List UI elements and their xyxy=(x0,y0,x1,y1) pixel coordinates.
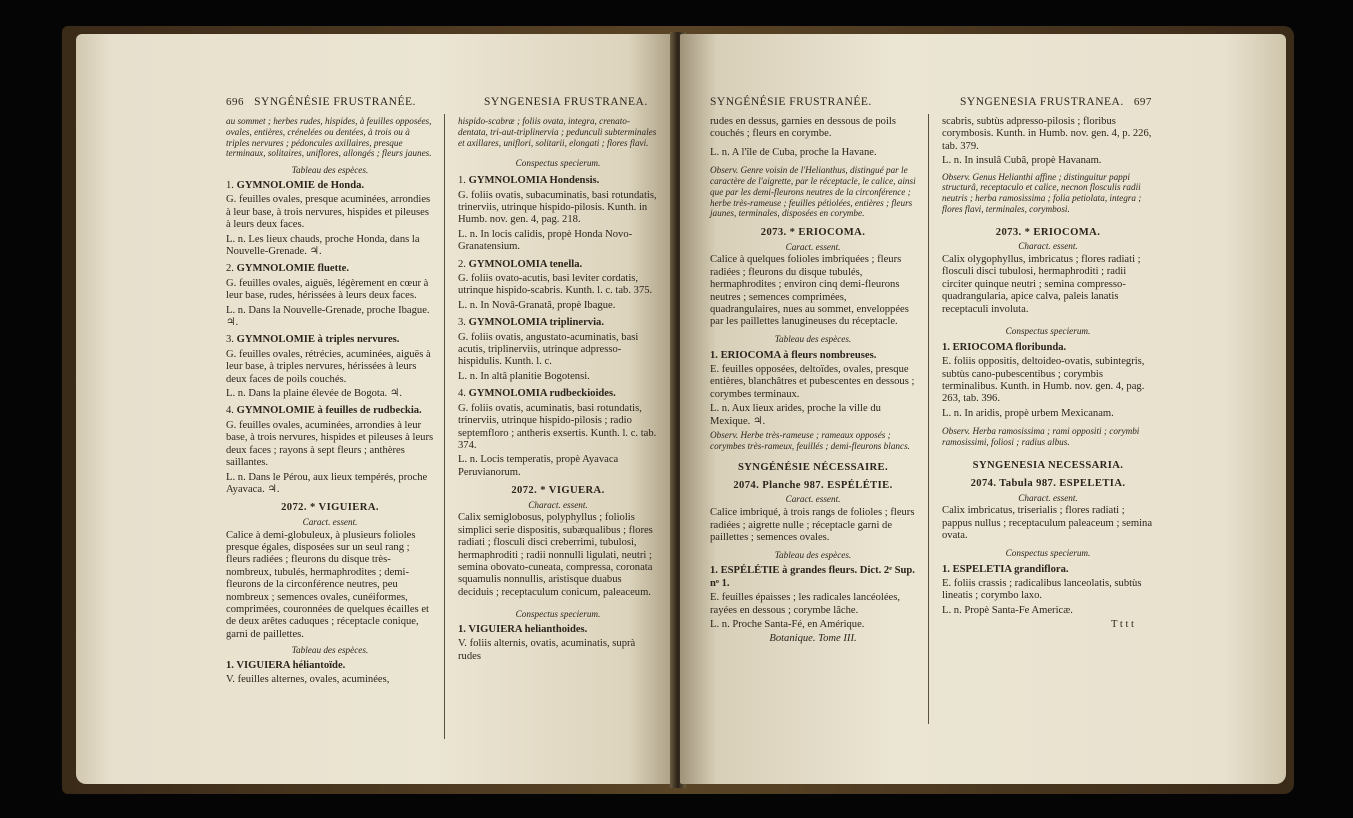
right-french-column xyxy=(710,116,916,648)
genus-heading: 2073. * ERIOCOMA. xyxy=(995,226,1101,238)
table-title: Conspectus specierum. xyxy=(515,609,601,620)
genus-heading: 2074. Planche 987. ESPÉLÉTIE. xyxy=(733,480,893,492)
species-name: 1. VIGUIERA helianthoides. xyxy=(458,623,588,635)
species-desc: E. foliis crassis ; radicalibus lanceolatis, subtùs lineatis ; corymbo laxo. xyxy=(942,577,1142,602)
species-name: GYMNOLOMIE à triples nervures. xyxy=(236,334,400,346)
caract-text: Calice imbriqué, à trois rangs de folioles ; fleurs radiées ; aigrette nulle ; réceptacle garni de paillettes ; semences ovales. xyxy=(710,507,915,544)
species-name: GYMNOLOMIA triplinervia. xyxy=(468,317,604,329)
genus-heading: 2073. * ERIOCOMA. xyxy=(760,227,866,239)
running-title-right-fr: SYNGÉNÉSIE FRUSTRANÉE. xyxy=(710,96,872,108)
table-title: Tableau des espèces. xyxy=(291,165,369,176)
intro-text: rudes en dessus, garnies en dessous de poils couchés ; fleurs en corymbe. xyxy=(710,116,896,140)
species-name: GYMNOLOMIE fluette. xyxy=(236,263,350,275)
species-habitat: L. n. Les lieux chauds, proche Honda, dans la Nouvelle-Grenade. ♃. xyxy=(226,233,420,258)
species-habitat: L. n. Propè Santa-Fe Americæ. xyxy=(942,604,1073,616)
column-rule xyxy=(444,114,445,739)
species-desc: G. feuilles ovales, acuminées, arrondies à leur base, à trois nervures, hispides et pileuses à leurs deux faces ; rayons à sept fleurs ; anthères saillantes. xyxy=(226,419,434,469)
caract-label: Caract. essent. xyxy=(785,494,841,505)
species-desc: E. feuilles épaisses ; les radicales lancéolées, rayées en dessous ; corymbe lâche. xyxy=(710,592,901,616)
page-number-right: 697 xyxy=(1133,96,1152,108)
caract-label: Charact. essent. xyxy=(1018,492,1078,503)
species-desc: E. foliis oppositis, deltoideo-ovatis, subintegris, subtùs cano-pubescentibus ; corymbis terminalibus. Kunth. in Humb. nov. gen. 4, pag. 263, tab. 396. xyxy=(942,356,1145,405)
species-entry: 3. GYMNOLOMIA triplinervia. G. foliis ovatis, angustato-acuminatis, basi acutis, triplinerviis, utrinque adpresso-hispidulis. Kunth. l. c. L. n. In altâ planitie Bogotensi. xyxy=(458,317,658,383)
species-desc: G. foliis ovato-acutis, basi leviter cordatis, utrinque hispido-scabris. Kunth. l. c. tab. 375. xyxy=(458,273,653,297)
species-desc: G. feuilles ovales, rétrécies, acuminées, aiguës à leur base, à triples nervures, hérissées à leurs deux faces de poils couchés. xyxy=(226,348,431,385)
species-desc: G. foliis ovatis, acuminatis, basi rotundatis, trinerviis, utrinque hispido-pilosis ; radio septemfloro ; antheris exsertis. Kunth. l. c. tab. 374. xyxy=(458,402,657,451)
page-footer: Botanique. Tome III. xyxy=(769,633,857,645)
species-entry: 1. GYMNOLOMIE de Honda. G. feuilles ovales, presque acuminées, arrondies à leur base, à trois nervures, hispides et pileuses à leurs deux faces. L. n. Les lieux chauds, proche Honda, dans la Nouvelle-Grenade. ♃. xyxy=(226,180,434,258)
species-entry: 3. GYMNOLOMIE à triples nervures. G. feuilles ovales, rétrécies, acuminées, aiguës à leur base, à triples nervures, hérissées à leurs deux faces de poils couchés. L. n. Dans la plaine élevée de Bogota. ♃. xyxy=(226,334,434,400)
book xyxy=(62,26,1294,794)
species-desc: E. feuilles opposées, deltoïdes, ovales, presque entières, blanchâtres et pubescentes en dessous ; corymbes terminaux. xyxy=(710,364,915,400)
species-name: GYMNOLOMIA Hondensis. xyxy=(468,175,600,187)
observation: Observ. Herbe très-rameuse ; rameaux opposés ; corymbes très-rameux, feuillés ; demi-fleurons blancs. xyxy=(710,430,910,451)
observation: Observ. Genus Helianthi affine ; distinguitur pappi structurâ, receptaculo et calice, necnon flosculis radii neutris ; herba ramosissima ; folia petiolata, integra ; flores flavi, terminales, corymbosi. xyxy=(942,171,1142,215)
table-title: Tableau des espèces. xyxy=(774,333,852,344)
species-desc: G. foliis ovatis, subacuminatis, basi rotundatis, trinerviis, utrinque hispido-pilosis. Kunth. in Humb. nov. gen. 4, pag. 218. xyxy=(458,189,657,226)
signature-mark: T t t t xyxy=(1110,619,1134,631)
species-habitat: L. n. Dans le Pérou, aux lieux tempérés, proche Ayavaca. ♃. xyxy=(226,471,428,495)
species-name: 1. ESPELETIA grandiflora. xyxy=(942,563,1069,575)
species-desc: G. foliis ovatis, angustato-acuminatis, basi acutis, triplinerviis, utrinque adpresso-hispidulis. Kunth. l. c. xyxy=(458,331,639,368)
species-name: GYMNOLOMIA tenella. xyxy=(468,258,583,270)
species-habitat: L. n. Dans la plaine élevée de Bogota. ♃. xyxy=(226,388,402,400)
species-desc: V. feuilles alternes, ovales, acuminées, xyxy=(226,674,390,686)
left-page xyxy=(76,34,676,784)
species-entry: 1. GYMNOLOMIA Hondensis. G. foliis ovatis, subacuminatis, basi rotundatis, trinerviis, utrinque hispido-pilosis. Kunth. in Humb. nov. gen. 4, pag. 218. L. n. In locis calidis, propè Honda Novo-Granatensium. xyxy=(458,175,657,253)
species-name: GYMNOLOMIA rudbeckioides. xyxy=(468,388,616,400)
table-title: Conspectus specierum. xyxy=(515,158,601,169)
species-desc: G. feuilles ovales, aiguës, légèrement en cœur à leur base, rudes, hérissées à leurs deux faces. xyxy=(226,277,429,302)
species-entry: 4. GYMNOLOMIE à feuilles de rudbeckia. G. feuilles ovales, acuminées, arrondies à leur base, à trois nervures, hispides et pileuses à leurs deux faces ; rayons à sept fleurs ; anthères saillantes. L. n. Dans le Pérou, aux lieux tempérés, proche Ayavaca. ♃. xyxy=(226,405,434,495)
species-habitat: L. n. In locis calidis, propè Honda Novo-Granatensium. xyxy=(458,228,633,253)
left-french-column xyxy=(226,116,434,689)
species-entry: 4. GYMNOLOMIA rudbeckioides. G. foliis ovatis, acuminatis, basi rotundatis, trinerviis, utrinque hispido-pilosis ; radio septemfloro ; antheris exsertis. Kunth. l. c. tab. 374. L. n. Locis temperatis, propè Ayavaca Peruvianorum. xyxy=(458,388,657,478)
table-title: Tableau des espèces. xyxy=(291,645,369,656)
species-habitat: L. n. In altâ planitie Bogotensi. xyxy=(458,370,590,382)
species-habitat: L. n. Aux lieux arides, proche la ville du Mexique. ♃. xyxy=(710,403,881,427)
species-habitat: L. n. A l'île de Cuba, proche la Havane. xyxy=(710,146,877,158)
species-habitat: L. n. In Novâ-Granatâ, propè Ibague. xyxy=(458,299,616,311)
column-rule xyxy=(928,114,929,724)
genus-heading: 2074. Tabula 987. ESPELETIA. xyxy=(970,478,1126,490)
page-number-left: 696 xyxy=(226,96,244,108)
species-name: 1. ERIOCOMA à fleurs nombreuses. xyxy=(710,349,877,361)
species-desc: G. feuilles ovales, presque acuminées, arrondies à leur base, à trois nervures, hispides et pileuses à leurs deux faces. xyxy=(226,194,431,231)
caract-text: Calix imbricatus, triserialis ; flores radiati ; pappus nullus ; receptaculum paleaceum ; semina ovata. xyxy=(942,505,1153,542)
running-title-left-la: SYNGENESIA FRUSTRANEA. xyxy=(484,96,648,108)
table-title: Conspectus specierum. xyxy=(1005,547,1091,558)
intro-text: au sommet ; herbes rudes, hispides, à feuilles opposées, ovales, entières, crénelées ou dentées, à trois ou à triples nervures ; pédoncules axillaires, presque terminaux, solitaires, uniflores, allongés ; fleurs jaunes. xyxy=(226,116,432,159)
species-name: 1. ESPÉLÉTIE à grandes fleurs. Dict. 2ᵉ Sup. nᵒ 1. xyxy=(710,565,915,589)
caract-text: Calix olygophyllus, imbricatus ; flores radiati ; flosculi disci tubulosi, hermaphroditi ; radii circiter quinque neutri ; semina compresso-quadrangularia, apice calva, paleis lanatis receptaculi involuta. xyxy=(942,254,1141,315)
caract-text: Calice à quelques folioles imbriquées ; fleurs radiées ; fleurons du disque tubulés, hermaphrodites ; environ cinq demi-fleurons neutres ; semences comprimées, quadrangulaires, nues au sommet, enveloppées par les paillettes lanugineuses du réceptacle. xyxy=(710,254,909,328)
species-name: GYMNOLOMIE de Honda. xyxy=(236,179,365,191)
running-title-right-la: SYNGENESIA FRUSTRANEA. xyxy=(960,96,1124,108)
right-page xyxy=(680,34,1286,784)
observation: Observ. Genre voisin de l'Helianthus, distingué par le caractère de l'aigrette, par le réceptacle, le calice, ainsi que par les demi-fleurons neutres de la circonférence ; herbe très-rameuse ; feuilles pétiolées, entières ; fleurs jaunes, terminales, disposées en corymbe. xyxy=(710,165,916,219)
caract-label: Caract. essent. xyxy=(302,516,358,527)
left-latin-column xyxy=(458,116,658,665)
running-title-left-fr: SYNGÉNÉSIE FRUSTRANÉE. xyxy=(254,96,416,108)
caract-label: Charact. essent. xyxy=(528,499,588,510)
genus-heading: 2072. * VIGUIERA. xyxy=(281,502,379,514)
right-latin-column xyxy=(942,116,1154,634)
species-habitat: L. n. Dans la Nouvelle-Grenade, proche Ibague. ♃. xyxy=(226,304,430,329)
intro-text: scabris, subtùs adpresso-pilosis ; floribus corymbosis. Kunth. in Humb. nov. gen. 4, p. 226, tab. 379. xyxy=(942,116,1152,152)
species-habitat: L. n. In aridis, propè urbem Mexicanam. xyxy=(942,407,1114,419)
caract-text: Calix semiglobosus, polyphyllus ; foliolis simplici serie dispositis, subæqualibus ; flores radiati ; flosculi disci creberrimi, tubulosi, hermaphroditi ; radii nonnulli ligulati, neutri ; semina obovato-cuneata, compressa, coronata squamulis nonnullis, aristisque duabus deciduis ; receptaculum conicum, paleaceum. xyxy=(458,512,653,598)
intro-text: hispido-scabræ ; foliis ovata, integra, crenato-dentata, tri-aut-triplinervia ; pedunculi subterminales et axillares, uniflori, solitarii, elongati ; flores flavi. xyxy=(458,116,657,148)
right-running-header xyxy=(960,96,1152,108)
species-habitat: L. n. In insulâ Cubâ, propè Havanam. xyxy=(942,155,1102,167)
section-heading: SYNGENESIA NECESSARIA. xyxy=(972,459,1124,471)
table-title: Tableau des espèces. xyxy=(774,549,852,560)
caract-label: Charact. essent. xyxy=(1018,241,1078,252)
species-entry: 2. GYMNOLOMIE fluette. G. feuilles ovales, aiguës, légèrement en cœur à leur base, rudes, hérissées à leurs deux faces. L. n. Dans la Nouvelle-Grenade, proche Ibague. ♃. xyxy=(226,263,434,329)
caract-text: Calice à demi-globuleux, à plusieurs folioles presque égales, disposées sur un seul rang ; fleurs radiées ; fleurons du disque très-nombreux, tubulés, hermaphrodites ; demi-fleurons de la circonférence neutres, peu nombreux ; semences ovales, cunéiformes, comprimées, couronnées de quelques écailles et de deux arêtes caduques ; réceptacle conique, garni de paillettes. xyxy=(226,529,429,640)
species-name: 1. VIGUIERA héliantoïde. xyxy=(226,659,346,671)
section-heading: SYNGÉNÉSIE NÉCESSAIRE. xyxy=(737,461,889,473)
species-desc: V. foliis alternis, ovatis, acuminatis, suprà rudes xyxy=(458,638,636,662)
species-habitat: L. n. Locis temperatis, propè Ayavaca Peruvianorum. xyxy=(458,454,619,478)
observation: Observ. Herba ramosissima ; rami oppositi ; corymbi ramosissimi, foliosi ; radius albus. xyxy=(942,426,1140,448)
caract-label: Caract. essent. xyxy=(785,241,841,252)
species-name: GYMNOLOMIE à feuilles de rudbeckia. xyxy=(236,405,422,417)
left-running-header xyxy=(226,96,416,108)
species-entry: 2. GYMNOLOMIA tenella. G. foliis ovato-acutis, basi leviter cordatis, utrinque hispido-scabris. Kunth. l. c. tab. 375. L. n. In Novâ-Granatâ, propè Ibague. xyxy=(458,259,658,313)
species-name: 1. ERIOCOMA floribunda. xyxy=(942,341,1067,353)
species-habitat: L. n. Proche Santa-Fé, en Amérique. xyxy=(710,618,865,630)
genus-heading: 2072. * VIGUERA. xyxy=(511,485,605,497)
table-title: Conspectus specierum. xyxy=(1005,326,1091,337)
